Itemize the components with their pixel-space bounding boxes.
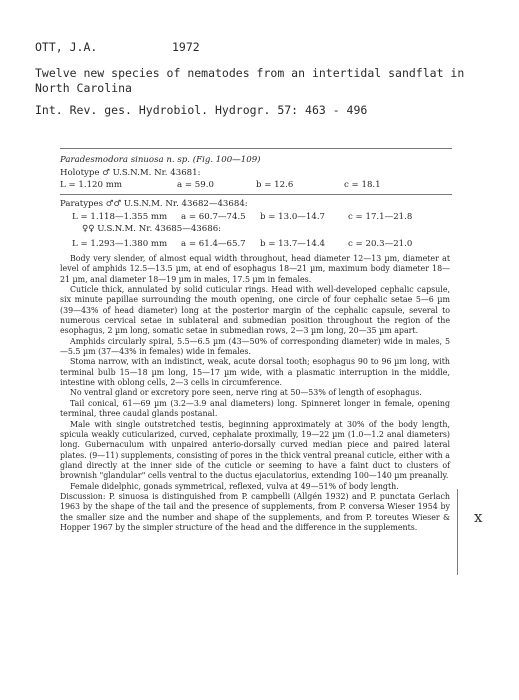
male-length: L = 1.118—1.355 mm (72, 212, 168, 222)
male-a: a = 60.7—74.5 (181, 212, 246, 222)
paragraph-female: Female didelphic, gonads symmetrical, reflexed, vulva at 49—51% of body length. (70, 481, 399, 491)
paragraph-discussion: Discussion: P. sinuosa is distinguished from P. campbelli (Allgén 1932) and P. punctata Gerlach 1963 by the shape of the tail and the presence of supplements, from P. conversa Wieser 1954 by the smaller size and the number and shape of the supplements, and from P. toreutes Wieser & Hopper 1967 by the simpler structure of the head and the difference in the supplements. (60, 491, 450, 532)
reference-title: Twelve new species of nematodes from an intertidal sandflat in North Carolina (35, 66, 465, 95)
holotype-label: Holotype ♂ U.S.N.M. Nr. 43681: (60, 168, 201, 178)
male-b: b = 13.0—14.7 (260, 212, 326, 222)
margin-mark: x (474, 508, 483, 526)
male-c: c = 17.1—21.8 (348, 212, 413, 222)
paratypes-label: Paratypes ♂♂ U.S.N.M. Nr. 43682—43684: (60, 199, 248, 209)
female-a: a = 61.4—65.7 (181, 239, 246, 249)
paragraph-tail: Tail conical, 61—69 µm (3.2—3.9 anal diameters) long. Spinneret longer in female, opening terminal, three caudal glands postanal. (60, 398, 450, 419)
holotype-b: b = 12.6 (256, 180, 294, 190)
scanned-page-excerpt (60, 148, 452, 668)
paragraph-amphids: Amphids circularly spiral, 5.5—6.5 µm (43—50% of corresponding diameter) wide in males, 5—5.5 µm (37—43% in females) wide in females. (60, 336, 450, 357)
paratype-rule (60, 194, 452, 195)
female-c: c = 20.3—21.0 (348, 239, 413, 249)
top-rule (60, 148, 452, 149)
holotype-c: c = 18.1 (344, 180, 381, 190)
paragraph-body: Body very slender, of almost equal width throughout, head diameter 12—13 µm, diameter at level of amphids 12.5—13.5 µm, at end of esophagus 18—21 µm, maximum body diameter 18—21 µm, anal diameter 18—19 µm in males, 17.5 µm in females. (60, 254, 450, 284)
paragraph-cuticle: Cuticle thick, annulated by solid cuticular rings. Head with well-developed cephalic capsule, six minute papillae surrounding the mouth opening, one circle of four cephalic setae 5—6 µm (39—43% of head diameter) long at the posterior margin of the cephalic capsule, several to numerous cervical setae in sublateral and submedian position throughout the region of the esophagus, 2 µm long, somatic setae in submedian rows, 2—3 µm long, 20—35 µm apart. (60, 285, 450, 336)
female-length: L = 1.293—1.380 mm (72, 239, 168, 249)
reference-author-line (35, 40, 475, 54)
paragraph-male: Male with single outstretched testis, beginning approximately at 30% of the body length, spicula weakly cuticularized, curved, cephalate proximally, 19—22 µm (1.0—1.2 anal diameters) long. Gubernaculum with unpaired anterio-dorsally curved median piece and paired lateral plates. (9—11) supplements, consisting of pores in the thick ventral preanal cuticle, either with a gland directly at the inner side of the cuticle or seeming to have a faint duct to clusters of brownish "glandular" cells ventral to the ductus ejaculatorius, extending 100—140 µm preanally. (60, 419, 450, 481)
female-label: ♀♀ U.S.N.M. Nr. 43685—43686: (82, 224, 222, 234)
reference-journal: Int. Rev. ges. Hydrobiol. Hydrogr. 57: 463 - 496 (35, 103, 368, 117)
reference-author: OTT, J.A. (35, 40, 98, 54)
female-b: b = 13.7—14.4 (260, 239, 326, 249)
paragraph-nerve-ring: No ventral gland or excretory pore seen, nerve ring at 50—53% of length of esophagus. (70, 388, 422, 398)
holotype-a: a = 59.0 (177, 180, 214, 190)
margin-pencil-line (457, 489, 458, 575)
reference-year: 1972 (172, 40, 200, 54)
holotype-length: L = 1.120 mm (60, 180, 123, 190)
description-body (60, 254, 450, 533)
paragraph-stoma: Stoma narrow, with an indistinct, weak, acute dorsal tooth; esophagus 90 to 96 µm long, with terminal bulb 15—18 µm long, 15—17 µm wide, with a plasmatic interruption in the middle, intestine with oblong cells, 2—3 cells in circumference. (60, 357, 450, 388)
species-heading: Paradesmodora sinuosa n. sp. (Fig. 100—109) (60, 155, 261, 165)
